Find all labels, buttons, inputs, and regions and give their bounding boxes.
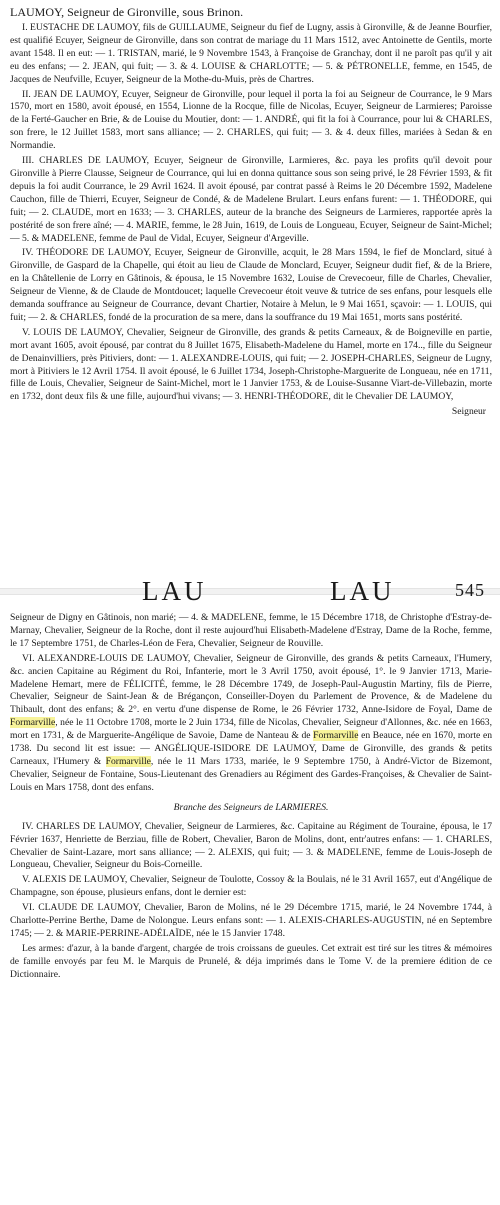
running-head-left: LAU xyxy=(142,576,207,606)
paragraph-larmieres-5: V. ALEXIS DE LAUMOY, Chevalier, Seigneur de Toulotte, Cossoy & la Boulais, né le 31 Avril 1657, eut d'Angélique de Champagne, son épouse, plusieurs enfans, dont le dernier est: xyxy=(10,874,492,899)
top-text-block xyxy=(0,0,500,592)
text-run: , née le 11 Octobre 1708, morte le 2 Juin 1734, fille de Nicolas, Chevalier, Seigneur d'Allonnes, &c. née en 1663, mort en 1731, & de Marguerite-Angélique de Savoie, Dame de Nanteau & de xyxy=(10,717,492,742)
section-title: Branche des Seigneurs de LARMIERES. xyxy=(173,801,329,813)
paragraph-degree-1: I. EUSTACHE DE LAUMOY, fils de GUILLAUME, Seigneur du fief de Lugny, assis à Gironville, & de Jeanne Bourfier, est qualifié Ecuyer, Seigneur de Gironville, dans son contrat de mariage du 11 Mars 1512, avec Antoinette de Gentils, morte avant 1548. Il en eut: — 1. TRISTAN, marié, le 9 Novembre 1543, à Françoise de Granchay, dont il ne paroît pas qu'il y ait eu des enfans; — 2. JEAN, qui fuit; — 3. & 4. LOUISE & CHARLOTTE; — 5. & PÉTRONELLE, femme, en 1545, de Jacques de Neufville, Ecuyer, Seigneur de la Mothe-du-Muis, près de Chartres. xyxy=(10,22,492,85)
running-head xyxy=(10,578,492,612)
page-number: 545 xyxy=(455,580,485,600)
paragraph-degree-4: IV. THÉODORE DE LAUMOY, Ecuyer, Seigneur de Gironville, acquit, le 28 Mars 1594, le fief de Monclard, situé à Gironville, de Gaspard de la Chapelle, qui étoit au lieu de Claude de Monclard, Ecuyer, Seigneur dudit fief, & de la Briere, en la Châtellenie de Lorry en Gâtinois, & épousa, le 15 Novembre 1632, Louise de Crevecoeur, fille de Charles, Chevalier, Seigneur de Vienne, & de Claude de Montdoucet; laquelle Crevecoeur étoit veuve & tutrice de ses enfans, pour lesquels elle demanda souffrance au Seigneur de Courrance, devant Chartier, Notaire à Melun, le 9 Mai 1651, sçavoir: — 1. LOUIS, qui fuit; — 2. & CHARLES, fondé de la procuration de sa mere, dans la souffrance du 19 Mai 1651, morts sans postérité. xyxy=(10,247,492,323)
family-heading: LAUMOY, Seigneur de Gironville, sous Brinon. xyxy=(10,5,244,19)
catchword: Seigneur xyxy=(451,406,486,418)
search-highlight: Formarville xyxy=(10,717,56,729)
paragraph-degree-6 xyxy=(10,653,492,795)
text-run: VI. ALEXANDRE-LOUIS DE LAUMOY, Chevalier, Seigneur de Gironville, des grands & petits Carneaux, l'Humery, &c. ancien Capitaine au Régiment du Roi, Infanterie, mort le 3 Avril 1750, avoit épousé, 1°. le 9 Janvier 1713, Marie-Madelene Hemart, mere de FÉLICITÉ, femme, le 28 Décembre 1749, de Joseph-Paul-Augustin Martiny, fils de Pierre, Chevalier, Seigneur de Saint-Jean & de Bréganҫon, Conseiller-Doyen du Parlement de Provence, & de Madelene du Thibault, dont des enfans; & 2°. en vertu d'une dispense de Rome, le 26 Février 1732, Anne-Isidore de Foyal, Dame de xyxy=(10,652,492,716)
search-highlight: Formarville xyxy=(105,755,151,767)
running-head-right: LAU xyxy=(330,576,395,606)
search-highlight: Formarville xyxy=(313,730,359,742)
paragraph-larmieres-6: VI. CLAUDE DE LAUMOY, Chevalier, Baron de Molins, né le 29 Décembre 1715, marié, le 24 Novembre 1744, à Charlotte-Perrine Berthe, Dame de Nolongue. Leurs enfans sont: — 1. ALEXIS-CHARLES-AUGUSTIN, né en Septembre 1745; — 2. & MARIE-PERRINE-ADÉLAÏDE, née le 15 Janvier 1748. xyxy=(10,902,492,939)
paragraph-degree-3: III. CHARLES DE LAUMOY, Ecuyer, Seigneur de Gironville, Larmieres, &c. paya les profits qu'il devoit pour Gironville à Pierre Clausse, Seigneur de Courrance, qui lui en donna quittance sous son seing privé, le 28 Février 1593, & fit depuis la foi audit Courrance, le 29 Avril 1624. Il avoit épousé, par contrat passé à Reims le 20 Décembre 1592, Madelene Cauchon, fille de Thierri, Ecuyer, Seigneur de Condé, & de Madelene Brulart. Leurs enfans furent: — 1. THÉODORE, qui fuit; — 2. CLAUDE, mort en 1633; — 3. CHARLES, auteur de la branche des Seigneurs de Larmieres, rapportée après la postérité de son frere aîné; — 4. MARIE, femme, le 28 Juin, 1619, de Louis de Longueau, Ecuyer, Seigneur de Saint-Michel; — 5. & MADELENE, femme de Paul de Vidal, Ecuyer, Seigneur d'Argeville. xyxy=(10,155,492,244)
paragraph-arms: Les armes: d'azur, à la bande d'argent, chargée de trois croissans de gueules. Cet extrait est tiré sur les titres & mémoires de famille envoyés par feu M. le Marquis de Prunelé, & déja imprimés dans le Tome V. de la premiere édition de ce Dictionnaire. xyxy=(10,942,492,980)
text-run: , née le 11 Mars 1733, mariée, le 9 Septembre 1750, à André-Victor de Bizemont, Chevalier, Seigneur de Fontaine, Sous-Lieutenant des Grenadiers au Régiment des Gardes-Françoises, & Chevalier de Saint-Louis en Mars 1758, dont des enfans. xyxy=(10,755,492,793)
paragraph-larmieres-4: IV. CHARLES DE LAUMOY, Chevalier, Seigneur de Larmieres, &c. Capitaine au Régiment de Touraine, épousa, le 17 Février 1637, Henriette de Berziau, fille de Robert, Chevalier, Baron de Molins, dont, entr'autres enfans: — 1. CHARLES, Chevalier de Saint-Lazare, mort sans alliance; — 2. ALEXIS, qui fuit; — 3. & MADELENE, femme de Louis-Joseph de Longueau, Chevalier, Seigneur du Bois-Corneille. xyxy=(10,820,492,871)
text-run: en Beauce, née en 1670, morte en 1738. Du second lit est issue: — ANGÉLIQUE-ISIDORE DE LAUMOY, Dame de Gironville, des grands & petits Carneaux, l'Humery & xyxy=(10,730,492,767)
paragraph-continuation: Seigneur de Digny en Gâtinois, non marié; — 4. & MADELENE, femme, le 15 Décembre 1718, de Christophe d'Estray-de-Marnay, Chevalier, Seigneur de la Roche, dont il reste aujourd'hui Elisabeth-Madelene d'Estray, Dame de la Roche, femme, le 17 Septembre 1751, de Charles-Léon de Fera, Chevalier, Seigneur de Rouville. xyxy=(10,612,492,649)
paragraph-degree-5: V. LOUIS DE LAUMOY, Chevalier, Seigneur de Gironville, des grands & petits Carneaux, & de Boigneville en partie, mort avant 1605, avoit épousé, par contrat du 8 Juillet 1675, Elisabeth-Madelene du Hamel, morte en 174.., fille du Seigneur de Denainvilliers, près Pitiviers, dont: — 1. ALEXANDRE-LOUIS, qui fuit; — 2. JOSEPH-CHARLES, Seigneur de Lugny, mort à Pitiviers le 12 Avril 1754. Il avoit épousé, le 6 Juillet 1734, Joseph-Christophe-Marguerite de Longueau, née en 1711, fille de Louis, Chevalier, Seigneur de Saint-Michel, mort le 1 Janvier 1753, & de Louise-Susanne Viart-de-Villebazin, morte en 1732, dont deux fils & une fille, aujourd'hui vivans; — 3. HENRI-THÉODORE, dit le Chevalier DE LAUMOY, xyxy=(10,326,492,403)
paragraph-degree-2: II. JEAN DE LAUMOY, Ecuyer, Seigneur de Gironville, pour lequel il porta la foi au Seigneur de Courrance, le 9 Mars 1570, mort en 1580, avoit épousé, en 1554, Lionne de la Rocque, fille de Nicolas, Ecuyer, Seigneur de Larmieres; Paroisse de la Ferté-Gaucher en Brie, & de Louise du Moutier, dont: — 1. ANDRÉ, qui fit la foi à Courrance, pour lui & CHARLES, son frere, le 12 Juillet 1583, mort sans alliance; — 2. CHARLES, qui fuit; — 3. & 4. deux filles, mariées à Sedan & en Normandie. xyxy=(10,88,492,152)
bottom-text-block xyxy=(0,578,500,984)
